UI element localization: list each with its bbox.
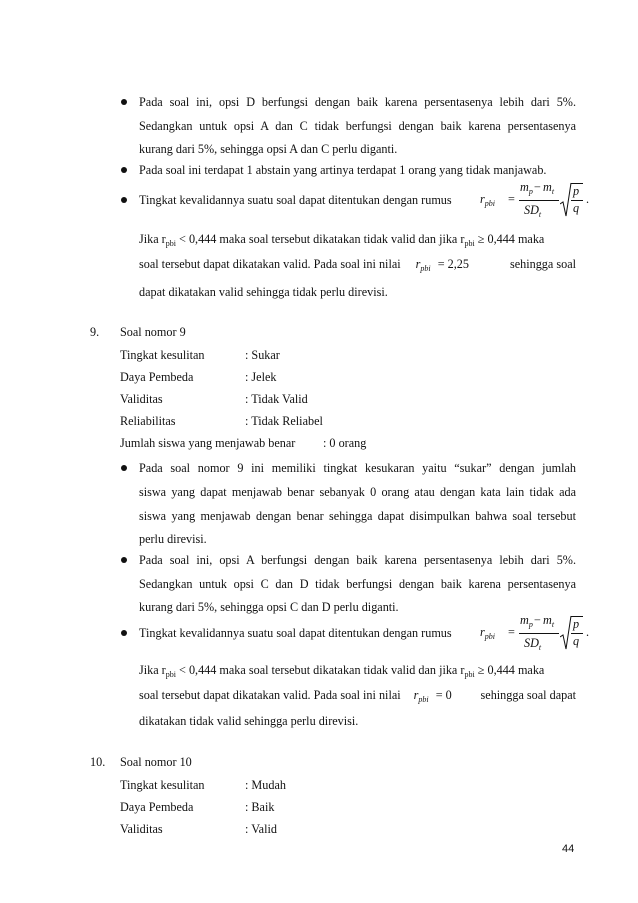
s9-b3-line2: soal tersebut dapat dikatakan valid. Pada soal ini nilai $r_{pbi} = 0$ sehingga soal dapat	[139, 688, 576, 704]
bullet-icon	[121, 465, 127, 471]
s9-jumlah-value: : 0 orang	[323, 436, 367, 450]
s9-row-label: Tingkat kesulitan	[120, 348, 205, 362]
s9-row-label: Validitas	[120, 392, 163, 406]
s9-b1-line3: siswa yang menjawab dengan benar sehingga dapat disimpulkan bahwa soal tersebut	[139, 509, 576, 523]
s10-row-value: : Valid	[245, 822, 277, 836]
s9-b1-line4: perlu direvisi.	[139, 532, 207, 546]
s8-b3-line2: soal tersebut dapat dikatakan valid. Pada soal ini nilai $r_{pbi} = 2,25$ sehingga soal	[139, 257, 576, 273]
bullet-icon	[121, 557, 127, 563]
s9-b2-line1: Pada soal ini, opsi A berfungsi dengan baik karena persentasenya lebih dari 5%.	[139, 553, 576, 567]
s9-row-value: : Tidak Valid	[245, 392, 308, 406]
s10-row-label: Daya Pembeda	[120, 800, 194, 814]
bullet-icon	[121, 197, 127, 203]
formula-rpbi-2: $r_{pbi}$ = $m_p$ − $m_t$ $SD_t$ p q .	[480, 613, 590, 652]
s8-b1-line1: Pada soal ini, opsi D berfungsi dengan baik karena persentasenya lebih dari 5%.	[139, 95, 576, 109]
s9-title: Soal nomor 9	[120, 325, 186, 339]
s10-row-value: : Baik	[245, 800, 275, 814]
s9-row-value: : Sukar	[245, 348, 280, 362]
formula-rpbi-1: $r_{pbi}$ = $m_p$ − $m_t$ $SD_t$ p q .	[480, 180, 590, 219]
page-number: 44	[562, 843, 575, 855]
s10-row-value: : Mudah	[245, 778, 286, 792]
s9-b3-line3: dikatakan tidak valid sehingga perlu direvisi.	[139, 714, 359, 728]
s9-jumlah-label: Jumlah siswa yang menjawab benar	[120, 436, 296, 450]
s10-title: Soal nomor 10	[120, 755, 192, 769]
s9-b1-line2: siswa yang dapat menjawab benar sebanyak 0 orang atau dengan kata lain tidak ada	[139, 485, 576, 499]
s9-b3-text: Tingkat kevalidannya suatu soal dapat ditentukan dengan rumus	[139, 626, 452, 640]
s9-row-value: : Tidak Reliabel	[245, 414, 323, 428]
s8-b1-line2: Sedangkan untuk opsi A dan C tidak berfungsi dengan baik karena persentasenya	[139, 119, 576, 133]
s10-row-label: Validitas	[120, 822, 163, 836]
bullet-icon	[121, 167, 127, 173]
s8-b3-line3: dapat dikatakan valid sehingga tidak perlu direvisi.	[139, 285, 388, 299]
s8-b2-line1: Pada soal ini terdapat 1 abstain yang artinya terdapat 1 orang yang tidak manjawab.	[139, 163, 547, 177]
s9-b2-line2: Sedangkan untuk opsi C dan D tidak berfungsi dengan baik karena persentasenya	[139, 577, 576, 591]
s9-b2-line3: kurang dari 5%, sehingga opsi C dan D perlu diganti.	[139, 600, 399, 614]
s9-b1-line1: Pada soal nomor 9 ini memiliki tingkat kesukaran yaitu “sukar” dengan jumlah	[139, 461, 576, 475]
s9-b3-jika: Jika $r_{pbi} < 0,444$ maka soal tersebut dikatakan tidak valid dan jika $r_{pbi} \ge 0,444$ maka	[139, 663, 545, 679]
bullet-icon	[121, 99, 127, 105]
s9-row-label: Daya Pembeda	[120, 370, 194, 384]
s10-row-label: Tingkat kesulitan	[120, 778, 205, 792]
bullet-icon	[121, 630, 127, 636]
s8-b1-line3: kurang dari 5%, sehingga opsi A dan C perlu diganti.	[139, 142, 398, 156]
s9-number: 9.	[90, 325, 100, 339]
s8-b3-jika: Jika $r_{pbi} < 0,444$ maka soal tersebut dikatakan tidak valid dan jika $r_{pbi} \ge 0,444$ maka	[139, 232, 545, 248]
s9-row-label: Reliabilitas	[120, 414, 176, 428]
s10-number: 10.	[90, 755, 106, 769]
s8-b3-text: Tingkat kevalidannya suatu soal dapat ditentukan dengan rumus	[139, 193, 452, 207]
s9-row-value: : Jelek	[245, 370, 277, 384]
